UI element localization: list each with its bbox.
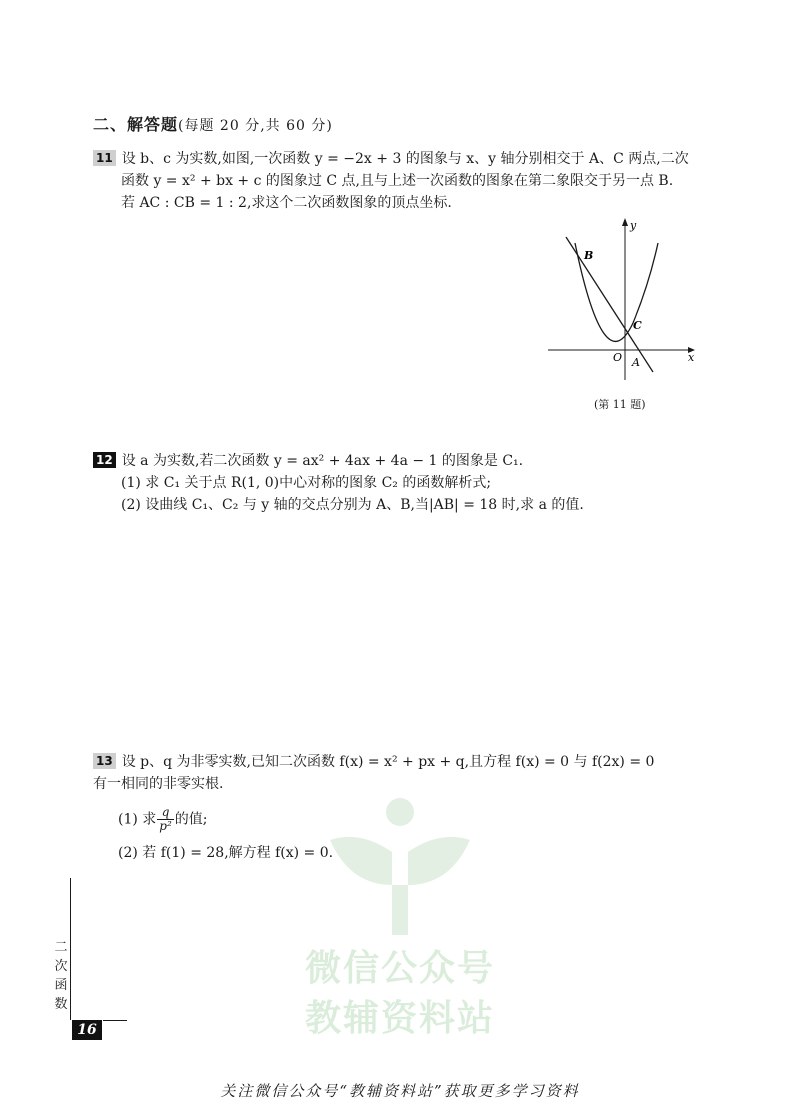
watermark-logo: [300, 790, 500, 940]
question-12: [93, 450, 584, 516]
page-number-rule: [103, 1020, 127, 1021]
q13-part-1-prefix: (1) 求: [118, 811, 157, 828]
q11-line-1: [93, 148, 689, 170]
point-b-label: B: [584, 249, 594, 262]
q11-number: 11: [93, 150, 116, 166]
q13-part-1-suffix: 的值;: [174, 811, 208, 828]
q13-part-2: (2) 若 f(1) = 28,解方程 f(x) = 0.: [118, 845, 334, 861]
q12-line-1: [93, 450, 584, 472]
fraction-denominator: p²: [159, 819, 172, 833]
watermark-leaf-shape: [330, 837, 470, 935]
q11-figure: [545, 215, 700, 385]
chapter-label: [54, 938, 68, 1014]
q13-text-1: 设 p、q 为非零实数,已知二次函数 f(x) = x² + px + q,且方程 f(x) = 0 与 f(2x) = 0: [121, 754, 655, 770]
chapter-char-1: 二: [54, 940, 68, 955]
watermark-head-shape: [386, 798, 414, 826]
q12-text-1: 设 a 为实数,若二次函数 y = ax² + 4ax + 4a − 1 的图象是 C₁.: [121, 453, 524, 469]
q12-number: 12: [93, 452, 116, 468]
q13-number: 13: [93, 753, 116, 769]
figure-caption: (第 11 题): [594, 398, 646, 411]
section-score-note: (每题 20 分,共 60 分): [178, 118, 333, 134]
chapter-char-4: 数: [54, 997, 68, 1012]
q11-line-3: 若 AC : CB = 1 : 2,求这个二次函数图象的顶点坐标.: [121, 195, 452, 211]
x-axis-label: x: [688, 351, 695, 364]
y-axis-label: y: [630, 219, 637, 232]
q11-text-1: 设 b、c 为实数,如图,一次函数 y = −2x + 3 的图象与 x、y 轴分别相交于 A、C 两点,二次: [121, 151, 689, 167]
point-c-label: C: [633, 319, 642, 332]
chapter-char-2: 次: [54, 959, 68, 974]
section-title-text: 二、解答题: [93, 115, 179, 134]
y-axis-arrow: [622, 218, 628, 226]
q12-part-1: (1) 求 C₁ 关于点 R(1, 0)中心对称的图象 C₂ 的函数解析式;: [121, 475, 492, 491]
watermark-line-1: 微信公众号: [304, 948, 495, 989]
watermark-line-2: 教辅资料站: [304, 998, 495, 1039]
page-number: 16: [72, 1020, 102, 1040]
chapter-char-3: 函: [54, 978, 68, 993]
sidebar-vertical-rule: [70, 878, 71, 1020]
fraction-numerator: q: [157, 806, 174, 820]
question-11: [93, 148, 689, 214]
point-a-label: A: [632, 356, 640, 369]
q12-part-2: (2) 设曲线 C₁、C₂ 与 y 轴的交点分别为 A、B,当|AB| = 18 时,求 a 的值.: [121, 497, 584, 513]
q11-line-2: 函数 y = x² + bx + c 的图象过 C 点,且与上述一次函数的图象在第二象限交于另一点 B.: [121, 173, 674, 189]
q-over-p-squared-fraction: [157, 806, 174, 833]
footer-text: 关注微信公众号“教辅资料站”获取更多学习资料: [220, 1082, 580, 1100]
q13-part-1: [118, 806, 208, 833]
origin-label: O: [613, 351, 623, 364]
q13-line-2: 有一相同的非零实根.: [93, 776, 224, 792]
question-13: [93, 751, 654, 795]
section-title: [93, 112, 333, 135]
q13-line-1: [93, 751, 654, 773]
